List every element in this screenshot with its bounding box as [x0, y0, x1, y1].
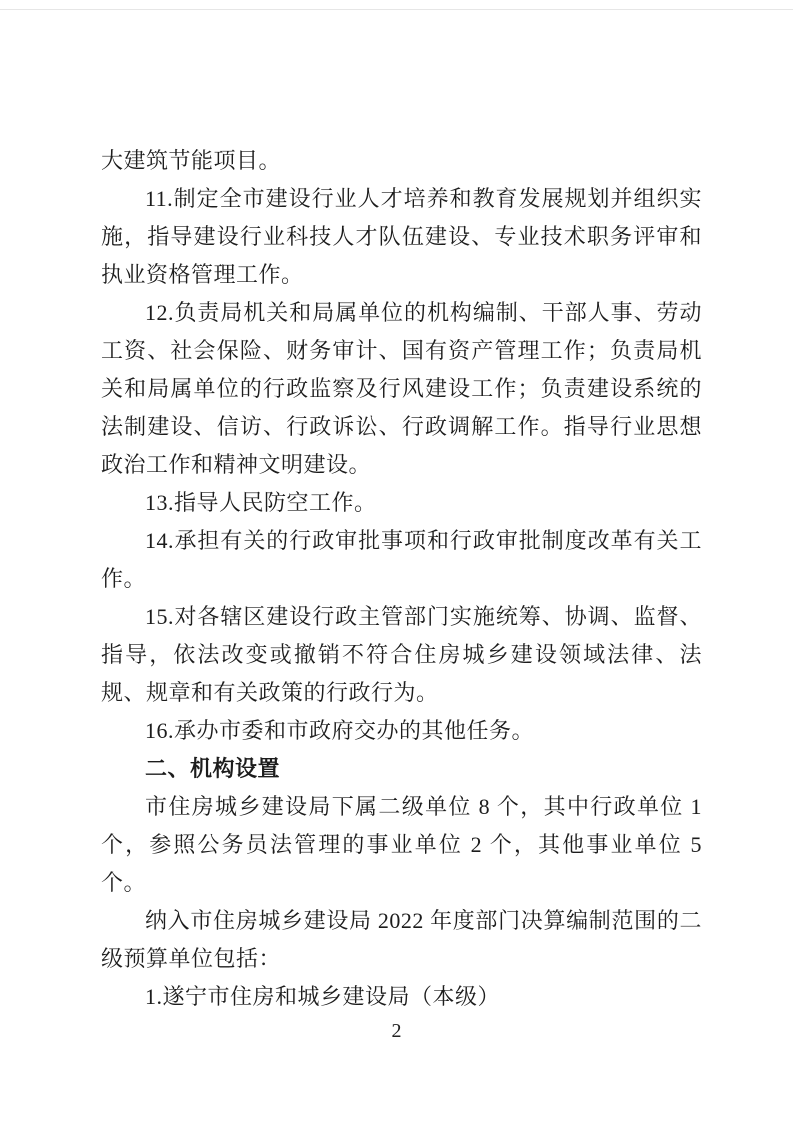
page-top-edge-line	[0, 9, 793, 10]
paragraph-org-overview: 市住房城乡建设局下属二级单位 8 个，其中行政单位 1 个，参照公务员法管理的事业单位 2 个，其他事业单位 5 个。	[101, 794, 702, 895]
paragraph-continuation: 大建筑节能项目。	[101, 148, 282, 173]
section-heading-organization: 二、机构设置	[145, 756, 281, 781]
document-body	[101, 142, 702, 1016]
duty-item-12: 12.负责局机关和局属单位的机构编制、干部人事、劳动工资、社会保险、财务审计、国有资产管理工作；负责局机关和局属单位的行政监察及行风建设工作；负责建设系统的法制建设、信访、行政诉讼、行政调解工作。指导行业思想政治工作和精神文明建设。	[101, 300, 702, 477]
paragraph-budget-scope: 纳入市住房城乡建设局 2022 年度部门决算编制范围的二级预算单位包括：	[101, 908, 702, 971]
page-footer	[0, 1020, 793, 1043]
duty-item-15: 15.对各辖区建设行政主管部门实施统筹、协调、监督、指导，依法改变或撤销不符合住房城乡建设领域法律、法规、规章和有关政策的行政行为。	[101, 604, 702, 705]
list-item-budget-unit-1: 1.遂宁市住房和城乡建设局（本级）	[145, 984, 501, 1009]
duty-item-16: 16.承办市委和市政府交办的其他任务。	[145, 718, 535, 743]
duty-item-14: 14.承担有关的行政审批事项和行政审批制度改革有关工作。	[101, 528, 702, 591]
page-number: 2	[391, 1020, 402, 1042]
duty-item-11: 11.制定全市建设行业人才培养和教育发展规划并组织实施，指导建设行业科技人才队伍建设、专业技术职务评审和执业资格管理工作。	[101, 186, 702, 287]
duty-item-13: 13.指导人民防空工作。	[145, 490, 377, 515]
